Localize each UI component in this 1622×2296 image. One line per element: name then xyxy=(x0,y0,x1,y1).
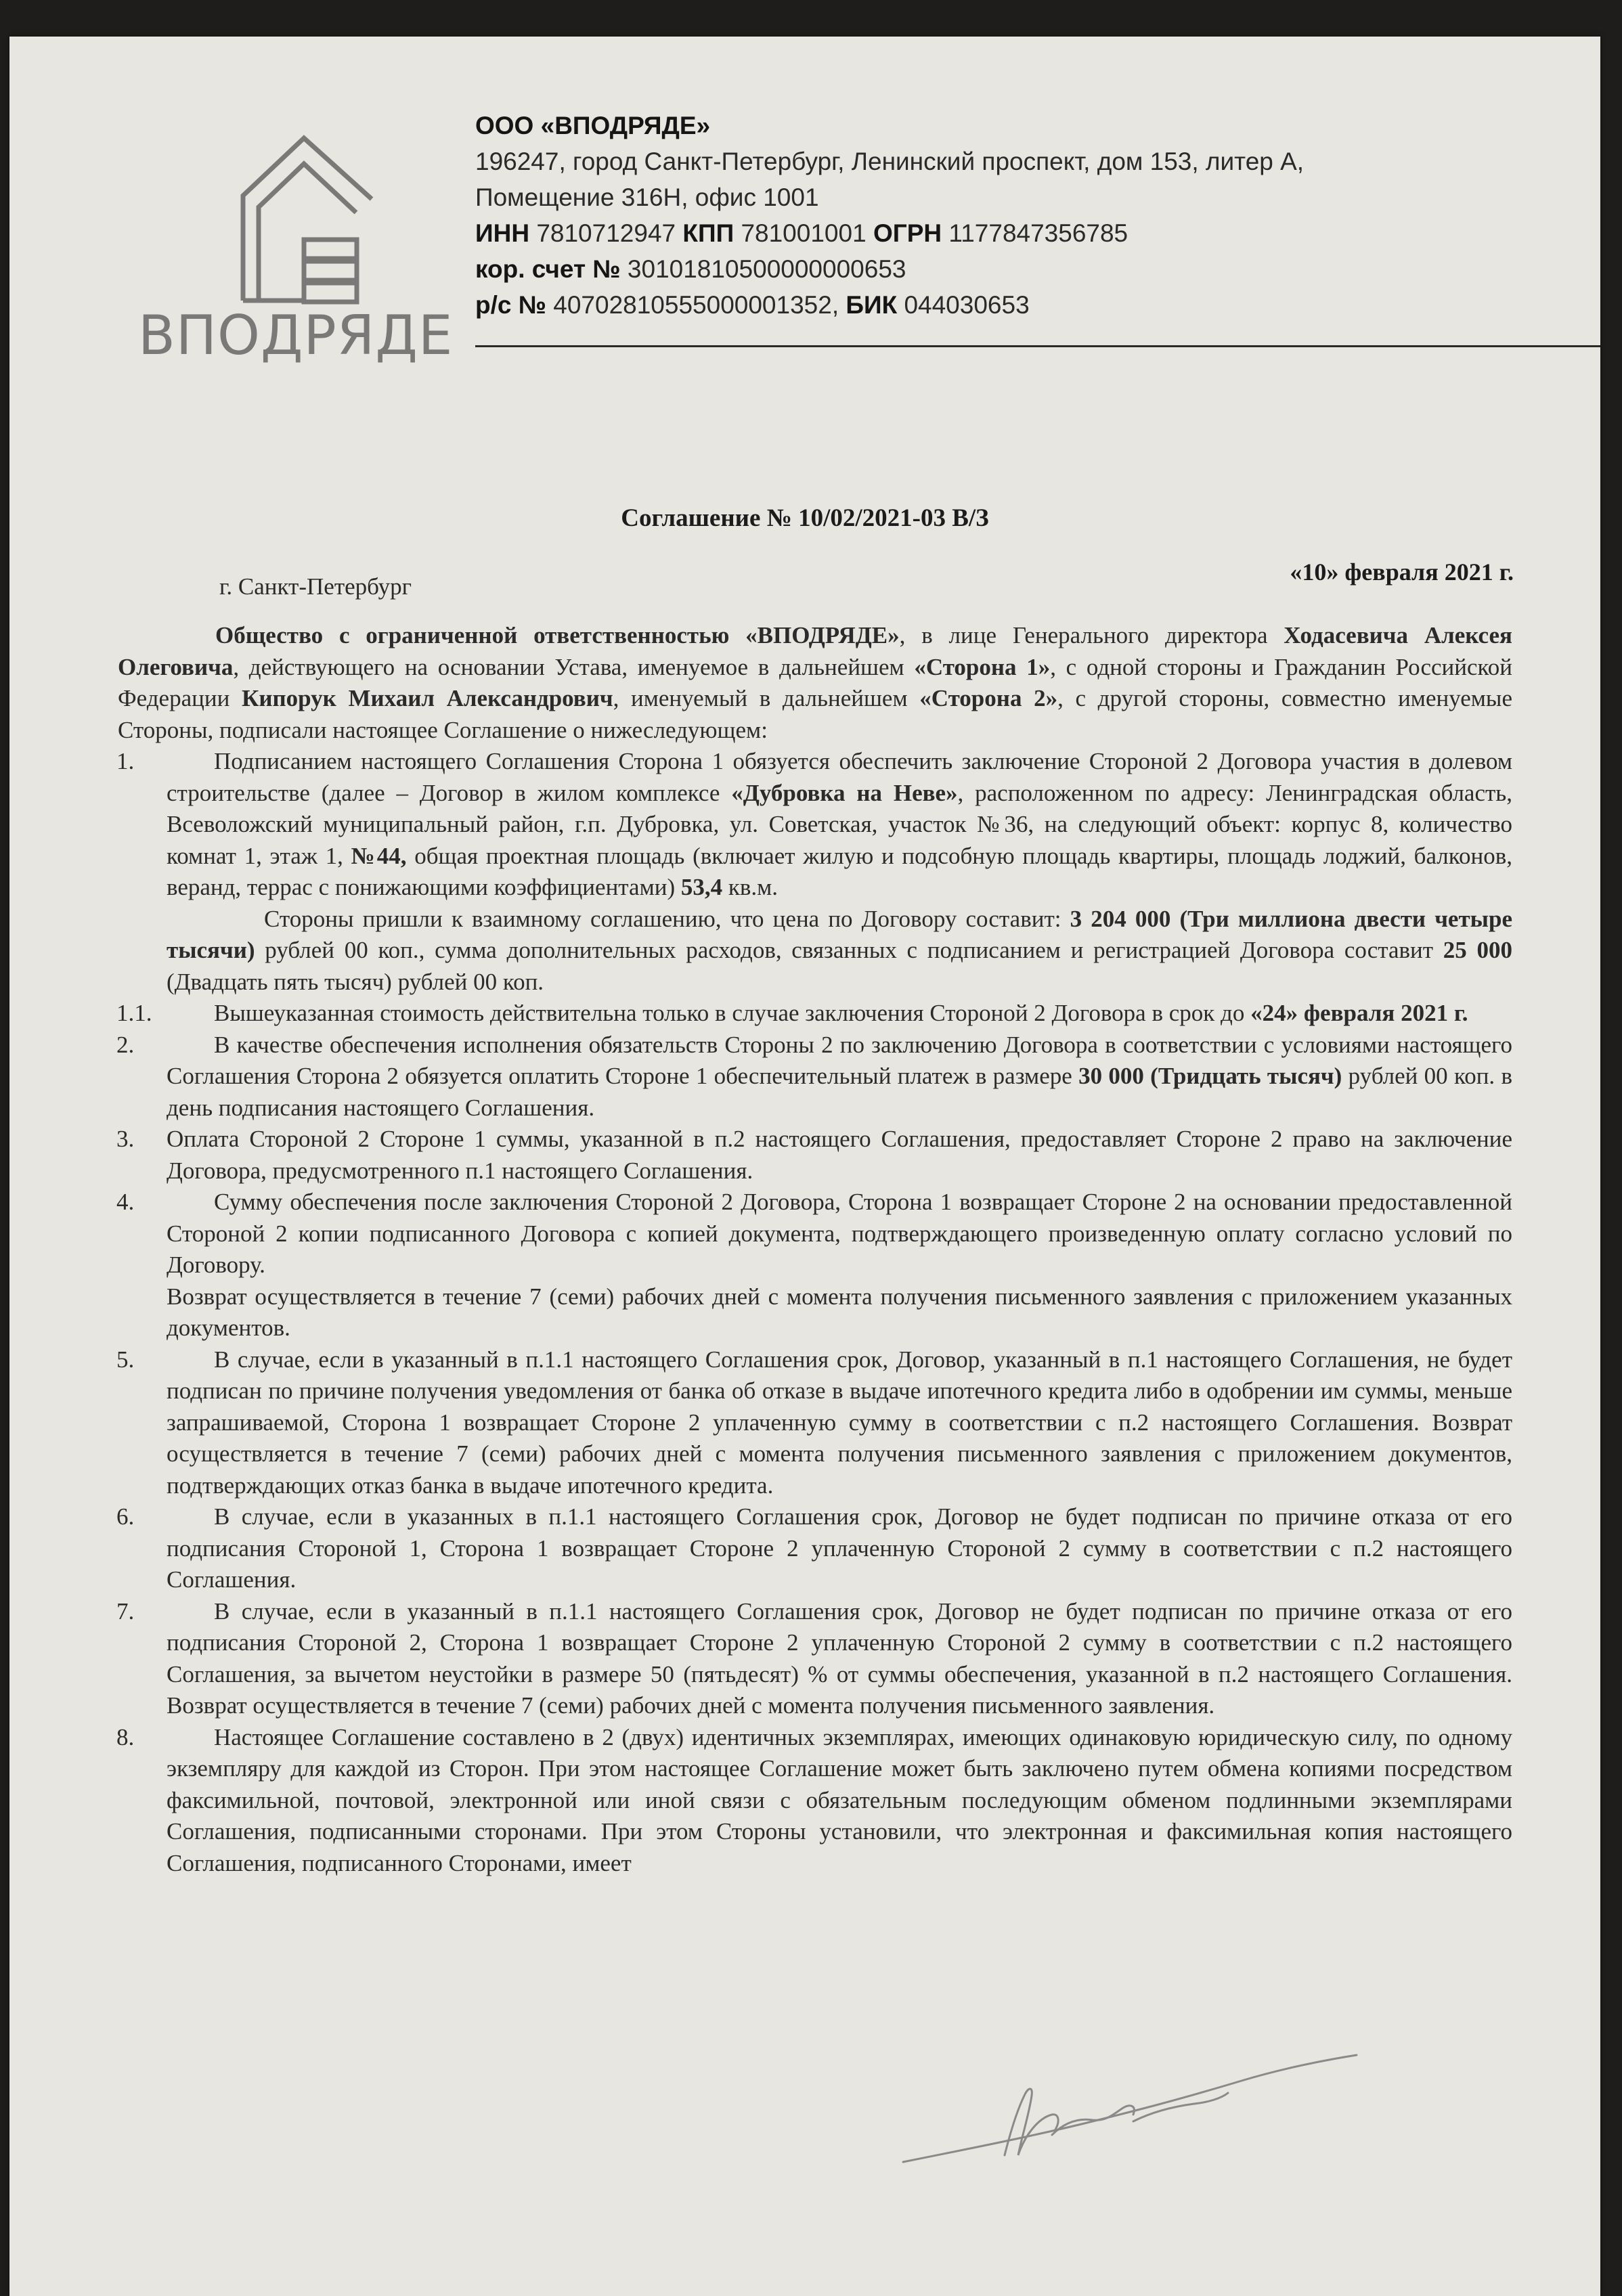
clause-1: 1. Подписанием настоящего Соглашения Сторона 1 обязуется обеспечить заключение Стороной 2 Договора участия в долевом строительстве (далее – Договор в жилом комплексе «Дубровка на Неве», расположенном по адресу: Ленинградская область, Всеволожский муниципальный район, г.п. Дубровка, ул. Советская, участок №36, на следующий объект: корпус 8, количество комнат 1, этаж 1, №44, общая проектная площадь (включает жилую и подсобную площадь квартиры, площадь лоджий, балконов, веранд, террас с понижающими коэффициентами) 53,4 кв.м. xyxy=(116,748,1512,900)
clause-3: 3. Оплата Стороной 2 Стороне 1 суммы, указанной в п.2 настоящего Соглашения, предоставляет Стороне 2 право на заключение Договора, предусмотренного п.1 настоящего Соглашения. xyxy=(116,1126,1512,1184)
preamble: Общество с ограниченной ответственностью «ВПОДРЯДЕ», в лице Генерального директора Ходасевича Алексея Олеговича, действующего на основании Устава, именуемое в дальнейшем «Сторона 1», с одной стороны и Гражданин Российской Федерации Кипорук Михаил Александрович, именуемый в дальнейшем «Сторона 2», с другой стороны, совместно именуемые Стороны, подписали настоящее Соглашение о нижеследующем: xyxy=(118,622,1512,743)
document-body xyxy=(118,620,1512,1879)
clause-1-1: 1.1. Вышеуказанная стоимость действительна только в случае заключения Стороной 2 Договора в срок до «24» февраля 2021 г. xyxy=(116,1000,1468,1026)
document-title: Соглашение № 10/02/2021-03 В/З xyxy=(621,504,989,532)
clause-6: 6. В случае, если в указанных в п.1.1 настоящего Соглашения срок, Договор не будет подписан по причине отказа от его подписания Стороной 1, Сторона 1 возвращает Стороне 2 уплаченную Стороной 2 сумму в соответствии с п.2 настоящего Соглашения. xyxy=(116,1503,1512,1593)
correspondent-account: кор. счет № 30101810500000000653 xyxy=(475,255,906,283)
price-paragraph: Стороны пришли к взаимному соглашению, что цена по Договору составит: 3 204 000 (Три миллиона двести четыре тысячи) рублей 00 коп., сумма дополнительных расходов, связанных с подписанием и регистрацией Договора составит 25 000 (Двадцать пять тысяч) рублей 00 коп. xyxy=(167,905,1513,995)
clause-7: 7. В случае, если в указанный в п.1.1 настоящего Соглашения срок, Договор не будет подписан по причине отказа от его подписания Стороной 2, Сторона 1 возвращает Стороне 2 уплаченную Стороной 2 сумму в соответствии с п.2 настоящего Соглашения, за вычетом неустойки в размере 50 (пятьдесят) % от суммы обеспечения, указанной в п.2 настоящего Соглашения. Возврат осуществляется в течение 7 (семи) рабочих дней с момента получения письменного заявления. xyxy=(116,1597,1512,1719)
company-address-1: 196247, город Санкт-Петербург, Ленинский проспект, дом 153, литер А, xyxy=(475,148,1305,175)
document-page xyxy=(9,37,1600,2296)
settlement-account: р/с № 40702810555000001352, БИК 044030653 xyxy=(475,291,1030,319)
logo-wordmark: ВПОДРЯДЕ xyxy=(138,304,454,367)
clause-2: 2. В качестве обеспечения исполнения обязательств Стороны 2 по заключению Договора в соответствии с условиями настоящего Соглашения Сторона 2 обязуется оплатить Стороне 1 обеспечительный платеж в размере 30 000 (Тридцать тысяч) рублей 00 коп. в день подписания настоящего Соглашения. xyxy=(116,1031,1512,1121)
handwritten-signature xyxy=(890,2054,1363,2169)
clause-5: 5. В случае, если в указанный в п.1.1 настоящего Соглашения срок, Договор, указанный в п.1 настоящего Соглашения, не будет подписан по причине получения уведомления от банка об отказе в выдаче ипотечного кредита либо в одобрении им суммы, меньше запрашиваемой, Сторона 1 возвращает Стороне 2 уплаченную сумму в соответствии с п.2 настоящего Соглашения. Возврат осуществляется в течение 7 (семи) рабочих дней с момента получения письменного заявления с приложением документов, подтверждающих отказ банка в выдаче ипотечного кредита. xyxy=(116,1346,1512,1499)
company-requisites xyxy=(475,108,1558,323)
company-address-2: Помещение 316Н, офис 1001 xyxy=(475,183,819,211)
document-date: «10» февраля 2021 г. xyxy=(1290,558,1514,586)
company-name: ООО «ВПОДРЯДЕ» xyxy=(475,112,711,139)
company-logo xyxy=(138,131,477,375)
clause-8: 8. Настоящее Соглашение составлено в 2 (двух) идентичных экземплярах, имеющих одинаковую юридическую силу, по одному экземпляру для каждой из Сторон. При этом настоящее Соглашение может быть заключено путем обмена копиями посредством факсимильной, почтовой, электронной или иной связи с обязательным последующим обменом подлинными экземплярами Соглашения, подписанными сторонами. При этом Стороны установили, что электронная и факсимильная копия настоящего Соглашения, подписанного Сторонами, имеет xyxy=(116,1723,1512,1876)
house-icon xyxy=(138,131,477,307)
tax-ids: ИНН 7810712947 КПП 781001001 ОГРН 1177847356785 xyxy=(475,219,1128,247)
clause-4: 4. Сумму обеспечения после заключения Стороной 2 Договора, Сторона 1 возвращает Стороне 2 на основании предоставленной Стороной 2 копии подписанного Договора с копией документа, подтверждающего произведенную оплату согласно условий по Договору. Возврат осуществляется в течение 7 (семи) рабочих дней с момента получения письменного заявления с приложением указанных документов. xyxy=(118,1187,1512,1344)
document-city: г. Санкт-Петербург xyxy=(219,573,412,600)
clause-4-refund: Возврат осуществляется в течение 7 (семи) рабочих дней с момента получения письменного заявления с приложением указанных документов. xyxy=(167,1283,1512,1341)
header-divider xyxy=(475,345,1600,347)
